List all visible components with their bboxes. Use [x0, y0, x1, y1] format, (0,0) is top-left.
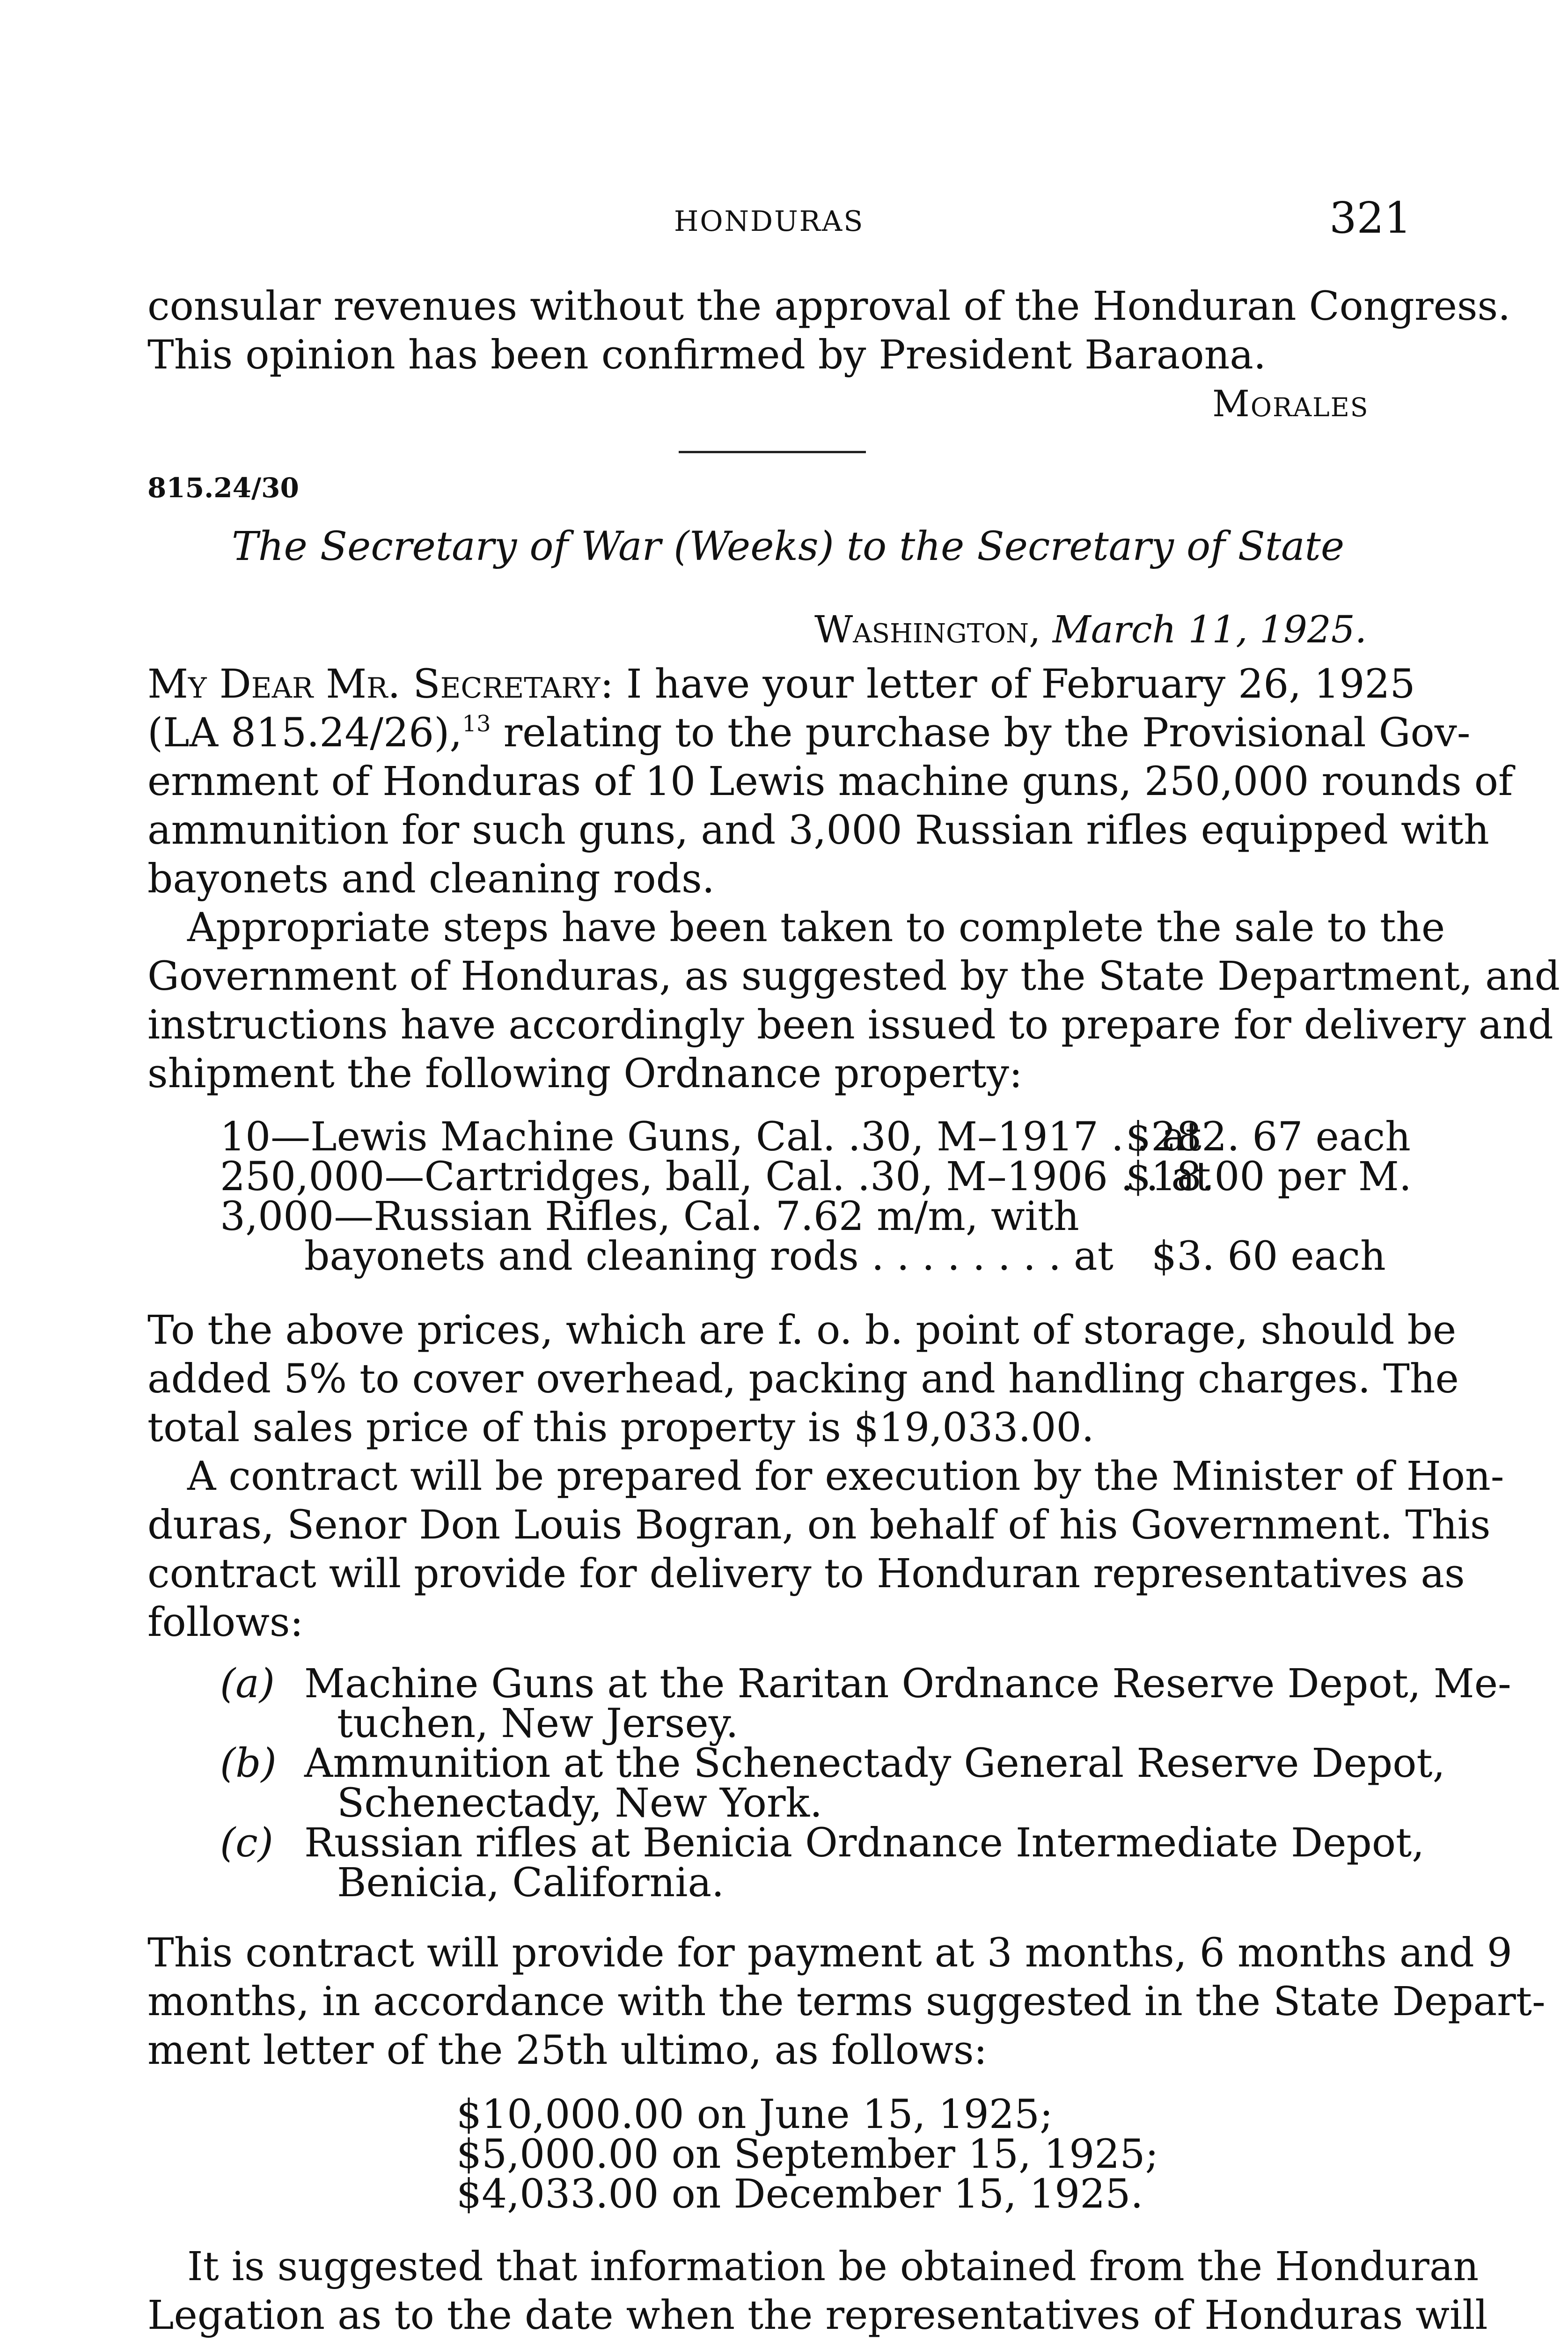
- item-price-2: $18.00 per M.: [1126, 1154, 1412, 1200]
- para3-line-1: To the above prices, which are f. o. b. point of storage, should be: [147, 1307, 1457, 1354]
- para2-line-1: Appropriate steps have been taken to complete the sale to the: [187, 905, 1445, 951]
- delivery-b-line-1: Ammunition at the Schenectady General Reserve Depot,: [304, 1740, 1445, 1787]
- para3-line-2: added 5% to cover overhead, packing and handling charges. The: [147, 1356, 1459, 1402]
- para2-line-4: shipment the following Ordnance property:: [147, 1051, 1023, 1097]
- para1-line-1: [147, 660, 1415, 709]
- para2-line-2: Government of Honduras, as suggested by the State Department, and: [147, 953, 1560, 1000]
- para6-line-2: Legation as to the date when the representatives of Honduras will: [147, 2292, 1488, 2339]
- item-price-4: $3. 60 each: [1151, 1233, 1386, 1280]
- delivery-label-b: (b): [220, 1740, 277, 1787]
- delivery-a-line-1: Machine Guns at the Raritan Ordnance Reserve Depot, Me-: [304, 1661, 1511, 1707]
- delivery-label-a: (a): [220, 1661, 275, 1707]
- section-divider: [679, 451, 866, 453]
- para5-line-3: ment letter of the 25th ultimo, as follows:: [147, 2027, 988, 2074]
- running-title: HONDURAS: [674, 205, 865, 238]
- para1-line-2-text: relating to the purchase by the Provisional Gov-: [503, 710, 1471, 756]
- para4-line-1: A contract will be prepared for execution by the Minister of Hon-: [187, 1453, 1504, 1500]
- para1-line-5: bayonets and cleaning rods.: [147, 856, 715, 902]
- item-desc-3: 3,000—Russian Rifles, Cal. 7.62 m/m, with: [220, 1193, 1079, 1240]
- delivery-c-line-1: Russian rifles at Benicia Ordnance Intermediate Depot,: [304, 1820, 1425, 1866]
- para4-line-4: follows:: [147, 1599, 304, 1646]
- file-number: 815.24/30: [147, 472, 299, 504]
- para1-line-4: ammunition for such guns, and 3,000 Russian rifles equipped with: [147, 807, 1489, 854]
- salutation: My Dear Mr. Secretary:: [147, 661, 614, 707]
- delivery-b-line-2: Schenectady, New York.: [337, 1780, 823, 1826]
- footnote-ref: 13: [462, 711, 491, 737]
- para1-line-1-text: I have your letter of February 26, 1925: [626, 661, 1415, 707]
- para3-line-3: total sales price of this property is $19,033.00.: [147, 1405, 1094, 1451]
- para1-line-2: [147, 709, 1471, 758]
- delivery-c-line-2: Benicia, California.: [337, 1860, 725, 1906]
- dateline: [814, 608, 1367, 651]
- item-desc-2: 250,000—Cartridges, ball, Cal. .30, M–1906 . . at: [220, 1154, 1211, 1200]
- item-desc-4: bayonets and cleaning rods . . . . . . . . at: [304, 1233, 1114, 1280]
- para5-line-1: This contract will provide for payment at 3 months, 6 months and 9: [147, 1930, 1512, 1976]
- delivery-label-c: (c): [220, 1820, 273, 1866]
- dateline-place: Washington,: [814, 608, 1041, 651]
- signature: Morales: [1212, 383, 1369, 425]
- payment-2: $5,000.00 on September 15, 1925;: [456, 2131, 1159, 2178]
- para2-line-3: instructions have accordingly been issued to prepare for delivery and: [147, 1002, 1553, 1048]
- page-number: 321: [1329, 193, 1412, 243]
- intro-line-2: This opinion has been confirmed by President Baraona.: [147, 332, 1267, 378]
- intro-line-1: consular revenues without the approval of the Honduran Congress.: [147, 283, 1511, 330]
- para4-line-3: contract will provide for delivery to Honduran representatives as: [147, 1551, 1465, 1597]
- para6-line-1: It is suggested that information be obtained from the Honduran: [187, 2244, 1479, 2290]
- para5-line-2: months, in accordance with the terms suggested in the State Depart-: [147, 1979, 1546, 2025]
- delivery-a-line-2: tuchen, New Jersey.: [337, 1701, 739, 1747]
- para1-reference: (LA 815.24/26),: [147, 710, 462, 756]
- para1-line-3: ernment of Honduras of 10 Lewis machine guns, 250,000 rounds of: [147, 758, 1513, 805]
- item-price-1: $282. 67 each: [1126, 1114, 1411, 1160]
- payment-3: $4,033.00 on December 15, 1925.: [456, 2171, 1143, 2217]
- document-title: The Secretary of War (Weeks) to the Secretary of State: [232, 523, 1345, 570]
- dateline-date: March 11, 1925.: [1052, 608, 1367, 651]
- para4-line-2: duras, Senor Don Louis Bogran, on behalf of his Government. This: [147, 1502, 1491, 1548]
- payment-1: $10,000.00 on June 15, 1925;: [456, 2091, 1053, 2138]
- item-desc-1: 10—Lewis Machine Guns, Cal. .30, M–1917 . . at: [220, 1114, 1202, 1160]
